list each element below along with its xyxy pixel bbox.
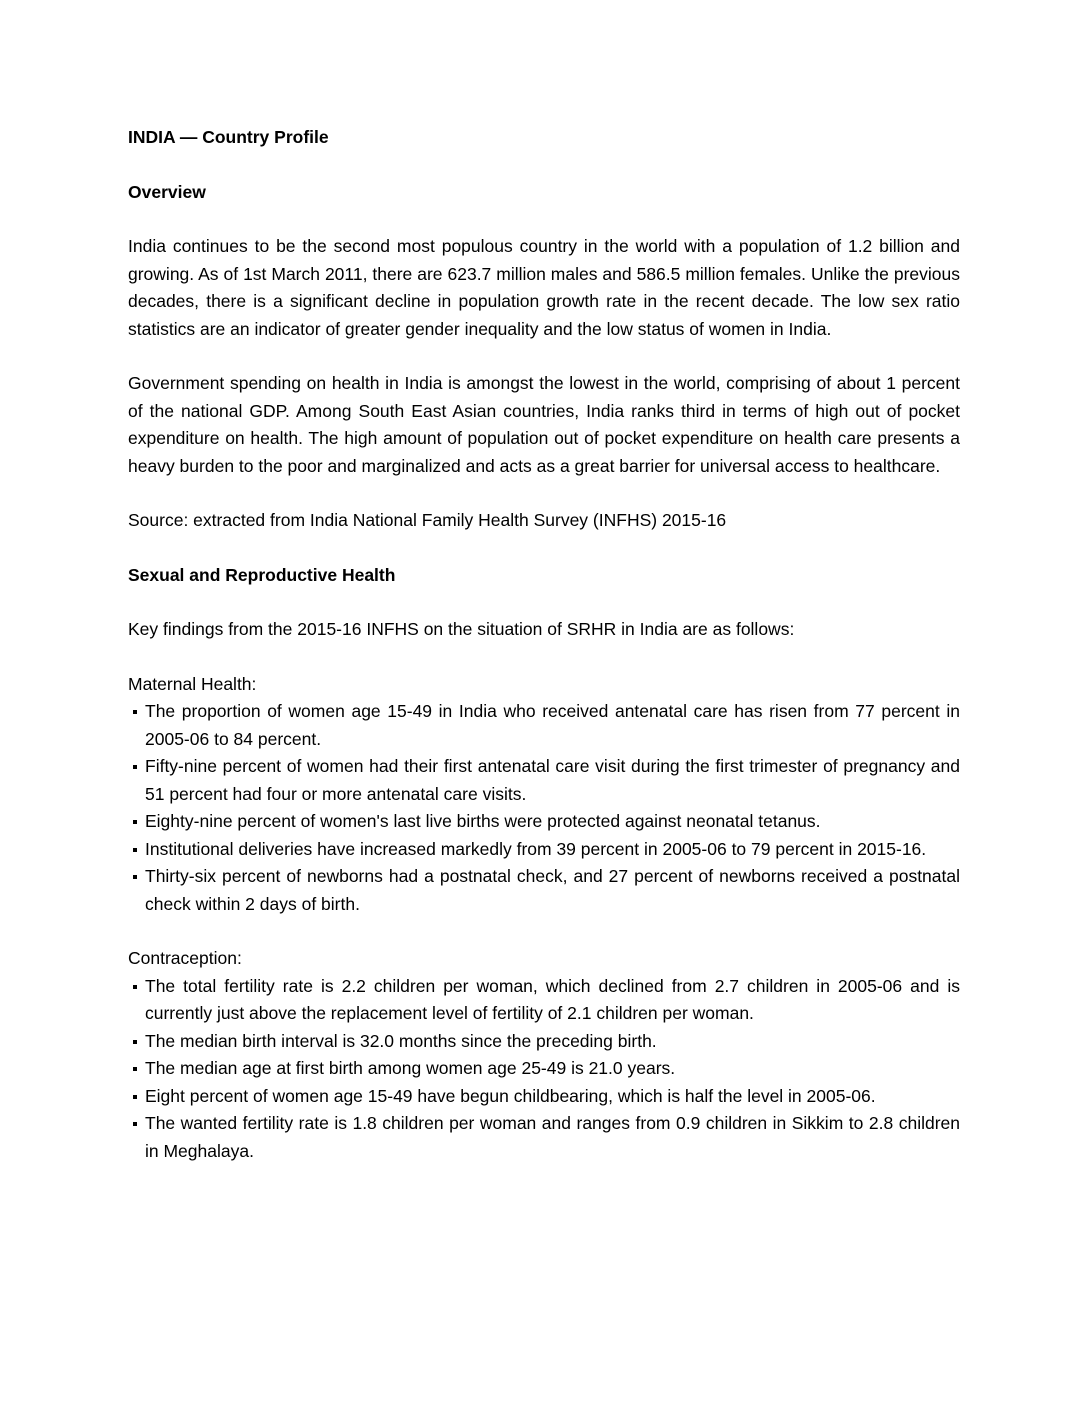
- contraception-label: Contraception:: [128, 948, 242, 968]
- bullet-icon: [133, 1095, 137, 1099]
- list-item: [128, 1083, 960, 1111]
- list-item: [128, 863, 960, 918]
- bullet-icon: [133, 875, 137, 879]
- list-item-text: Eight percent of women age 15-49 have begun childbearing, which is half the level in 2005-06.: [145, 1085, 876, 1106]
- list-item-text: Fifty-nine percent of women had their first antenatal care visit during the first trimester of pregnancy and 51 percent had four or more antenatal care visits.: [145, 756, 960, 804]
- bullet-icon: [133, 710, 137, 714]
- bullet-icon: [133, 848, 137, 852]
- list-item-text: Eighty-nine percent of women's last live births were protected against neonatal tetanus.: [145, 811, 821, 831]
- list-item: [128, 973, 960, 1028]
- srh-intro: Key findings from the 2015-16 INFHS on the situation of SRHR in India are as follows:: [128, 619, 795, 639]
- maternal-health-label: Maternal Health:: [128, 673, 257, 694]
- bullet-icon: [133, 1040, 137, 1044]
- source-line: Source: extracted from India National Family Health Survey (INFHS) 2015-16: [128, 510, 727, 530]
- document-title: INDIA — Country Profile: [128, 127, 329, 147]
- list-item-text: The total fertility rate is 2.2 children per woman, which declined from 2.7 children in 2005-06 and is currently just above the replacement level of fertility of 2.1 children per woman.: [145, 975, 960, 1023]
- list-item-text: The median birth interval is 32.0 months since the preceding birth.: [145, 1030, 657, 1051]
- overview-paragraph-1: India continues to be the second most populous country in the world with a population of 1.2 billion and growing. As of 1st March 2011, there are 623.7 million males and 586.5 million females. Unlike the previous decades, there is a significant decline in population growth rate in the recent decade. The low sex ratio statistics are an indicator of greater gender inequality and the low status of women in India.: [128, 236, 960, 339]
- contraception-list: [128, 973, 960, 1166]
- bullet-icon: [133, 985, 137, 989]
- list-item: [128, 1110, 960, 1165]
- list-item-text: The proportion of women age 15-49 in India who received antenatal care has risen from 77 percent in 2005-06 to 84 percent.: [145, 701, 960, 749]
- bullet-icon: [133, 1067, 137, 1071]
- list-item: [128, 836, 960, 864]
- overview-paragraph-2: Government spending on health in India is amongst the lowest in the world, comprising of about 1 percent of the national GDP. Among South East Asian countries, India ranks third in terms of high out of pocket expenditure on health. The high amount of population out of pocket expenditure on health care presents a heavy burden to the poor and marginalized and acts as a great barrier for universal access to healthcare.: [128, 373, 960, 476]
- maternal-health-list: [128, 698, 960, 918]
- list-item: [128, 1055, 960, 1083]
- bullet-icon: [133, 820, 137, 824]
- bullet-icon: [133, 1122, 137, 1126]
- overview-heading: Overview: [128, 181, 206, 202]
- list-item: [128, 698, 960, 753]
- list-item: [128, 808, 960, 836]
- list-item-text: Institutional deliveries have increased markedly from 39 percent in 2005-06 to 79 percent in 2015-16.: [145, 838, 927, 859]
- bullet-icon: [133, 765, 137, 769]
- list-item-text: The wanted fertility rate is 1.8 children per woman and ranges from 0.9 children in Sikkim to 2.8 children in Meghalaya.: [145, 1113, 960, 1161]
- list-item-text: The median age at first birth among women age 25-49 is 21.0 years.: [145, 1058, 676, 1078]
- list-item-text: Thirty-six percent of newborns had a postnatal check, and 27 percent of newborns received a postnatal check within 2 days of birth.: [145, 866, 960, 914]
- srh-heading: Sexual and Reproductive Health: [128, 564, 396, 585]
- list-item: [128, 1028, 960, 1056]
- list-item: [128, 753, 960, 808]
